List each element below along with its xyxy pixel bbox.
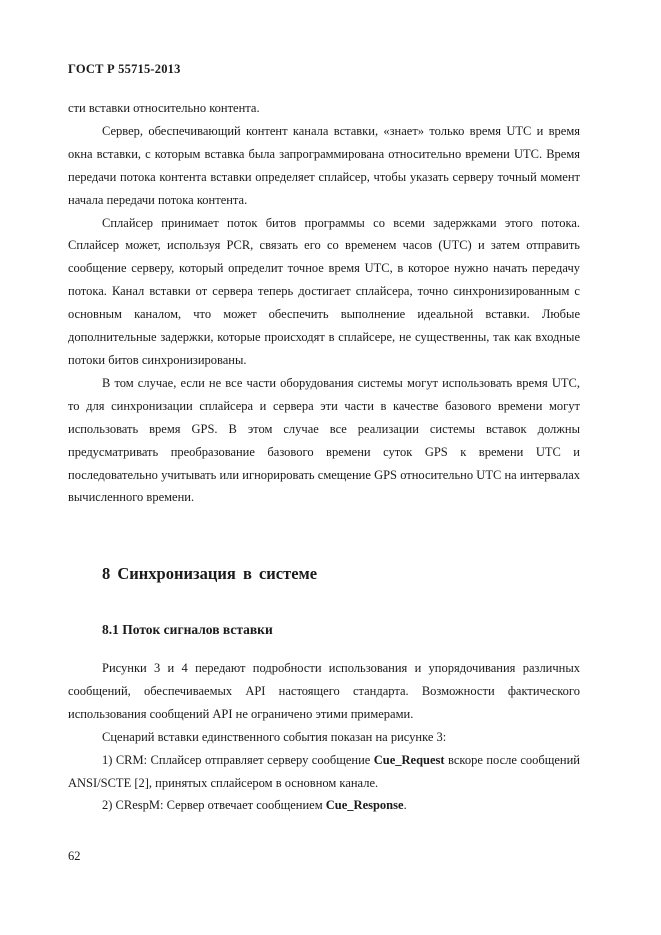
subsection-heading: 8.1 Поток сигналов вставки xyxy=(102,622,273,637)
message-name: Cue_Request xyxy=(373,752,445,767)
list-item-text: . xyxy=(403,798,407,813)
paragraph: В том случае, если не все части оборудования системы могут использовать время UTC, то для синхронизации сплайсера и сервера эти части в качестве базового времени могут использовать время GPS. В этом случае все реализации системы вставок должны предусматривать преобразование базового времени суток GPS к времени UTC и последовательно учитывать или игнорировать смещение GPS относительно UTC на интервалах вычисленного времени. xyxy=(68,375,580,505)
page-number: 62 xyxy=(68,849,81,863)
list-item xyxy=(68,794,580,817)
list-item-text: 1) CRM: Сплайсер отправляет серверу сообщение xyxy=(102,752,374,767)
paragraph: Сценарий вставки единственного события показан на рисунке 3: xyxy=(102,729,447,744)
section-heading: 8 Синхронизация в системе xyxy=(102,564,318,583)
paragraph: сти вставки относительно контента. xyxy=(68,101,260,115)
paragraph: Сплайсер принимает поток битов программы со всеми задержками этого потока. Сплайсер может, используя PCR, связать его со временем часов (UTC) и затем отправить сообщение серверу, который определит точное время UTC, в которое нужно начать передачу потока. Канал вставки от сервера теперь достигает сплайсера, точно синхронизированным с основным каналом, что может обеспечить выполнение идеальной вставки. Любые дополнительные задержки, которые происходят в сплайсере, не существенны, так как входные потоки битов синхронизированы. xyxy=(68,215,580,367)
paragraph: Рисунки 3 и 4 передают подробности использования и упорядочивания различных сообщений, обеспечиваемых API настоящего стандарта. Возможности фактического использования сообщений API не ограничено этими примерами. xyxy=(68,661,580,721)
body-text-bottom xyxy=(68,657,580,817)
list-item xyxy=(68,749,580,795)
list-item-text: вскоре после сообщений ANSI/SCTE [2], принятых сплайсером в основном канале. xyxy=(68,752,580,790)
message-name: Cue_Response xyxy=(325,798,404,813)
paragraph: Сервер, обеспечивающий контент канала вставки, «знает» только время UTC и время окна вставки, с которым вставка была запрограммирована относительно времени UTC. Время передачи потока контента вставки определяет сплайсер, чтобы указать серверу точный момент начала передачи потока контента. xyxy=(68,123,580,207)
body-text-top xyxy=(68,97,580,509)
list-item-text: 2) CRespM: Сервер отвечает сообщением xyxy=(102,798,326,813)
document-header: ГОСТ Р 55715-2013 xyxy=(68,62,181,76)
